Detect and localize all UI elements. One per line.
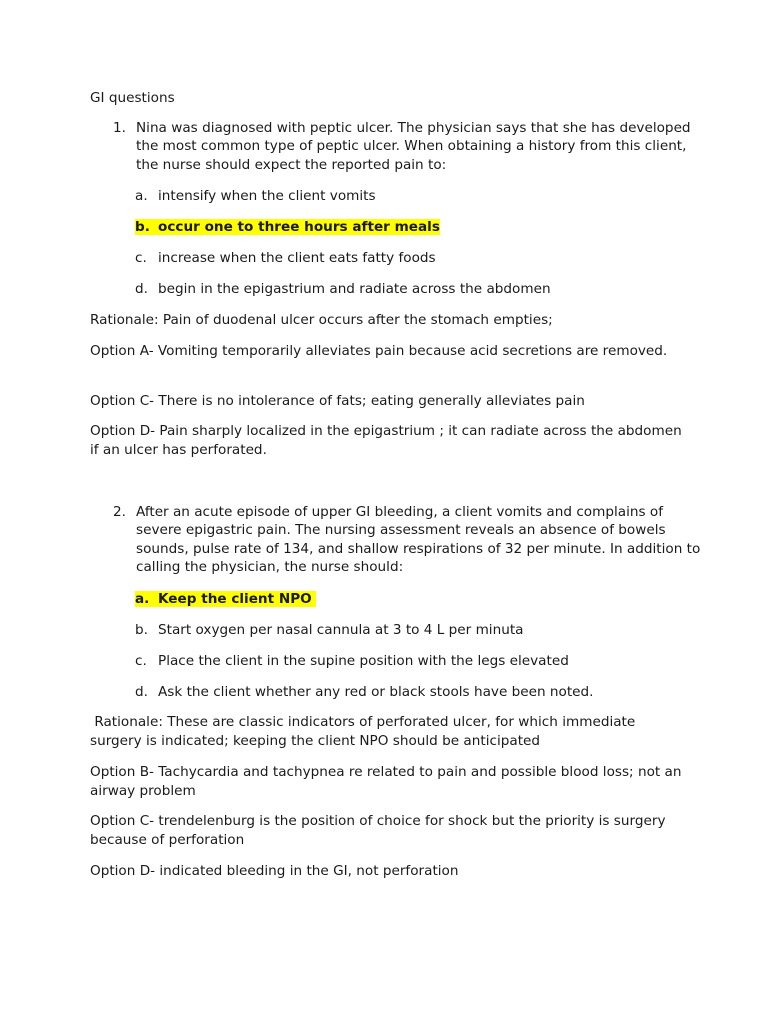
- option-a: a. intensify when the client vomits: [135, 188, 376, 204]
- option-a-correct: [135, 590, 316, 609]
- option-d: d. begin in the epigastrium and radiate across the abdomen: [135, 281, 551, 297]
- option-text: intensify when the client vomits: [158, 188, 376, 204]
- option-text: begin in the epigastrium and radiate across the abdomen: [158, 281, 551, 297]
- rationale: Rationale: Pain of duodenal ulcer occurs after the stomach empties;: [90, 312, 553, 328]
- option-text: increase when the client eats fatty foods: [158, 250, 436, 266]
- question-1: [113, 119, 703, 174]
- question-text: After an acute episode of upper GI bleeding, a client vomits and complains of severe epigastric pain. The nursing assessment reveals an absence of bowels sounds, pulse rate of 134, and shallow respirations of 32 per minute. In addition to calling the physician, the nurse should:: [136, 504, 701, 575]
- option-b-correct: [135, 218, 440, 237]
- answer-highlight: b. occur one to three hours after meals: [135, 219, 440, 235]
- explanation-c: Option C- There is no intolerance of fats; eating generally alleviates pain: [90, 393, 585, 409]
- rationale: Rationale: These are classic indicators of perforated ulcer, for which immediate surgery is indicated; keeping the client NPO should be anticipated: [90, 714, 640, 749]
- option-text: Ask the client whether any red or black stools have been noted.: [158, 684, 594, 700]
- option-text: Start oxygen per nasal cannula at 3 to 4 L per minuta: [158, 622, 524, 638]
- question-text: Nina was diagnosed with peptic ulcer. The physician says that she has developed the most common type of peptic ulcer. When obtaining a history from this client, the nurse should expect the reported pain to:: [136, 120, 691, 173]
- explanation-a: Option A- Vomiting temporarily alleviates pain because acid secretions are removed.: [90, 343, 668, 359]
- option-c: c. increase when the client eats fatty foods: [135, 250, 436, 266]
- option-d: d. Ask the client whether any red or black stools have been noted.: [135, 684, 594, 700]
- explanation-d: Option D- indicated bleeding in the GI, not perforation: [90, 863, 459, 879]
- option-text: Place the client in the supine position with the legs elevated: [158, 653, 569, 669]
- question-number: 1.: [113, 120, 126, 136]
- explanation-c: Option C- trendelenburg is the position of choice for shock but the priority is surgery because of perforation: [90, 813, 666, 848]
- explanation-b: Option B- Tachycardia and tachypnea re related to pain and possible blood loss; not an airway problem: [90, 764, 682, 799]
- document-title: GI questions: [90, 90, 175, 106]
- question-2: [113, 503, 703, 576]
- option-text: occur one to three hours after meals: [158, 219, 440, 235]
- option-text: Keep the client NPO: [158, 591, 312, 607]
- question-number: 2.: [113, 504, 126, 520]
- option-b: b. Start oxygen per nasal cannula at 3 to 4 L per minuta: [135, 622, 524, 638]
- answer-highlight: a. Keep the client NPO: [135, 591, 316, 607]
- option-c: c. Place the client in the supine position with the legs elevated: [135, 653, 569, 669]
- explanation-d: Option D- Pain sharply localized in the epigastrium ; it can radiate across the abdomen if an ulcer has perforated.: [90, 423, 682, 458]
